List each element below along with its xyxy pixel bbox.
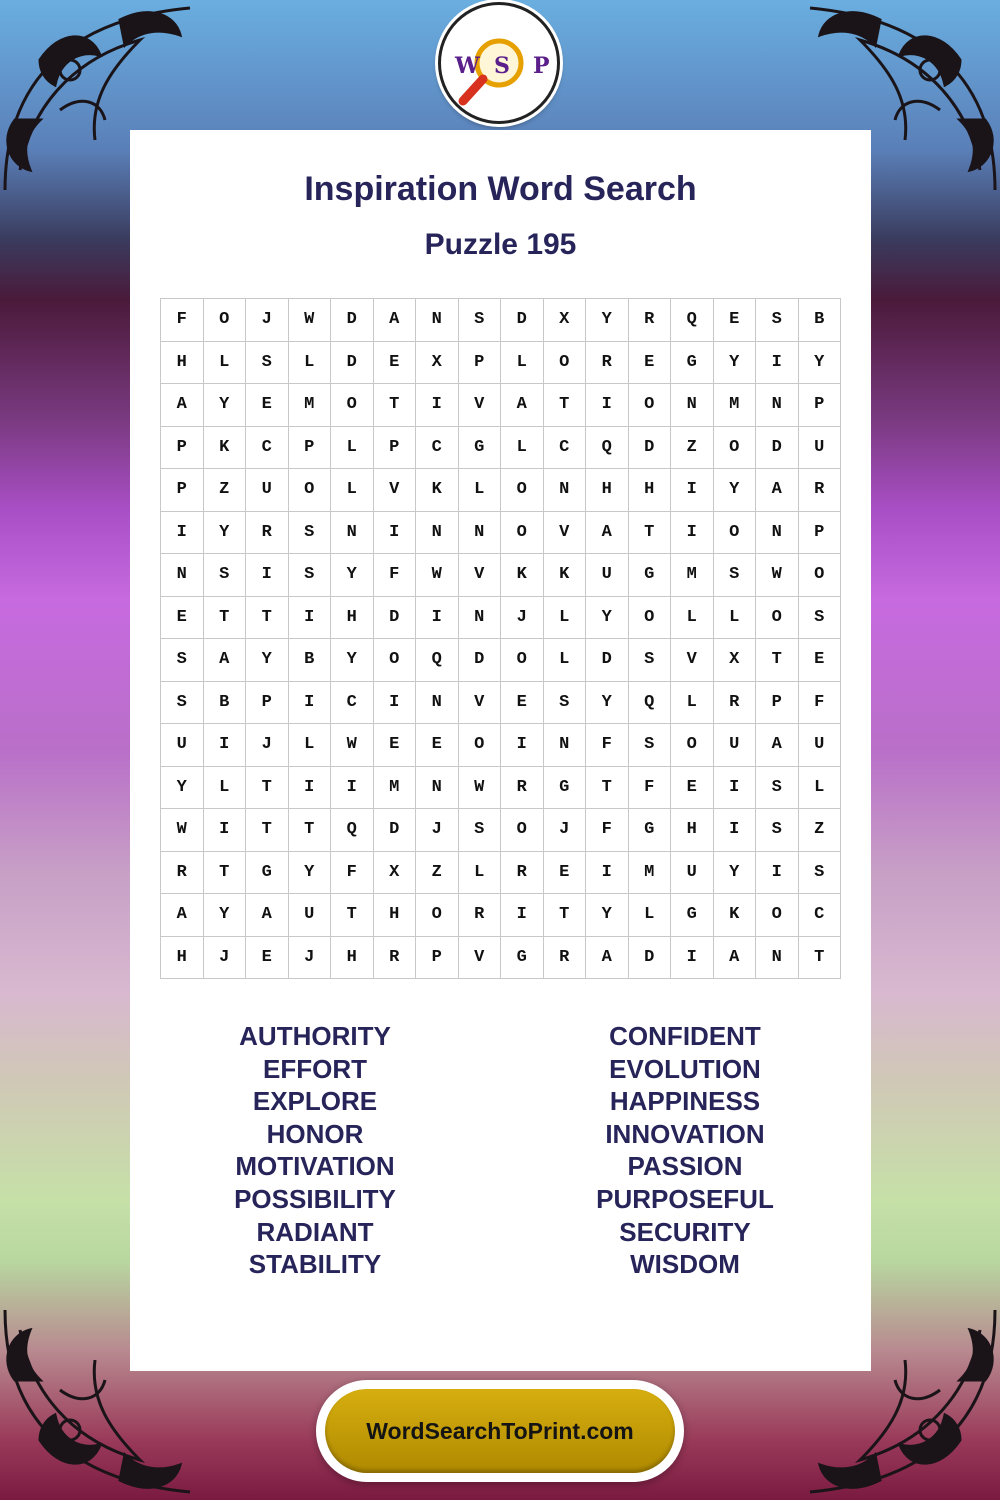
grid-cell[interactable]: D <box>331 299 374 342</box>
grid-cell[interactable]: M <box>629 852 672 895</box>
grid-cell[interactable]: G <box>671 342 714 385</box>
grid-cell[interactable]: S <box>204 554 247 597</box>
grid-cell[interactable]: Z <box>671 427 714 470</box>
grid-cell[interactable]: R <box>501 767 544 810</box>
grid-cell[interactable]: P <box>161 427 204 470</box>
grid-cell[interactable]: I <box>586 852 629 895</box>
grid-cell[interactable]: K <box>501 554 544 597</box>
grid-cell[interactable]: L <box>544 639 587 682</box>
grid-cell[interactable]: P <box>799 512 842 555</box>
grid-cell[interactable]: I <box>501 724 544 767</box>
grid-cell[interactable]: E <box>161 597 204 640</box>
grid-cell[interactable]: H <box>374 894 417 937</box>
grid-cell[interactable]: L <box>501 427 544 470</box>
grid-cell[interactable]: L <box>204 342 247 385</box>
grid-cell[interactable]: I <box>289 767 332 810</box>
grid-cell[interactable]: L <box>459 852 502 895</box>
grid-cell[interactable]: T <box>586 767 629 810</box>
grid-cell[interactable]: P <box>799 384 842 427</box>
grid-cell[interactable]: X <box>374 852 417 895</box>
grid-cell[interactable]: I <box>416 384 459 427</box>
grid-cell[interactable]: F <box>161 299 204 342</box>
grid-cell[interactable]: Q <box>629 682 672 725</box>
grid-cell[interactable]: N <box>416 299 459 342</box>
grid-cell[interactable]: Y <box>204 894 247 937</box>
site-link-label[interactable]: WordSearchToPrint.com <box>325 1389 675 1473</box>
grid-cell[interactable]: F <box>331 852 374 895</box>
grid-cell[interactable]: K <box>714 894 757 937</box>
grid-cell[interactable]: T <box>629 512 672 555</box>
grid-cell[interactable]: J <box>289 937 332 980</box>
grid-cell[interactable]: U <box>799 427 842 470</box>
grid-cell[interactable]: R <box>714 682 757 725</box>
grid-cell[interactable]: T <box>544 384 587 427</box>
word-list-item: HAPPINESS <box>609 1086 761 1117</box>
grid-cell[interactable]: R <box>459 894 502 937</box>
word-list-item: SECURITY <box>619 1216 751 1247</box>
grid-cell[interactable]: P <box>161 469 204 512</box>
word-list-left <box>130 1020 500 1281</box>
grid-cell[interactable]: F <box>586 724 629 767</box>
grid-cell[interactable]: A <box>756 724 799 767</box>
grid-cell[interactable]: R <box>161 852 204 895</box>
grid-cell[interactable]: Y <box>714 469 757 512</box>
grid-cell[interactable]: L <box>289 342 332 385</box>
word-list-item: WISDOM <box>630 1249 740 1280</box>
grid-cell[interactable]: L <box>671 597 714 640</box>
word-list-item: PASSION <box>627 1151 743 1182</box>
grid-cell[interactable]: H <box>331 937 374 980</box>
grid-cell[interactable]: Z <box>204 469 247 512</box>
grid-cell[interactable]: S <box>714 554 757 597</box>
grid-cell[interactable]: J <box>501 597 544 640</box>
grid-cell[interactable]: A <box>161 894 204 937</box>
grid-cell[interactable]: I <box>331 767 374 810</box>
grid-cell[interactable]: N <box>459 512 502 555</box>
grid-cell[interactable]: N <box>544 724 587 767</box>
grid-cell[interactable]: U <box>161 724 204 767</box>
grid-cell[interactable]: K <box>204 427 247 470</box>
grid-cell[interactable]: O <box>714 427 757 470</box>
grid-cell[interactable]: C <box>246 427 289 470</box>
grid-cell[interactable]: L <box>289 724 332 767</box>
grid-cell[interactable]: H <box>629 469 672 512</box>
grid-cell[interactable]: H <box>586 469 629 512</box>
grid-cell[interactable]: B <box>204 682 247 725</box>
grid-cell[interactable]: V <box>459 554 502 597</box>
grid-cell[interactable]: M <box>289 384 332 427</box>
grid-cell[interactable]: E <box>629 342 672 385</box>
grid-cell[interactable]: V <box>671 639 714 682</box>
grid-cell[interactable]: N <box>756 937 799 980</box>
grid-cell[interactable]: Y <box>289 852 332 895</box>
grid-cell[interactable]: V <box>459 682 502 725</box>
grid-cell[interactable]: A <box>374 299 417 342</box>
page-title: Inspiration Word Search <box>304 170 697 208</box>
grid-cell[interactable]: I <box>756 852 799 895</box>
grid-cell[interactable]: S <box>459 809 502 852</box>
grid-cell[interactable]: F <box>586 809 629 852</box>
grid-cell[interactable]: F <box>374 554 417 597</box>
grid-cell[interactable]: H <box>671 809 714 852</box>
grid-cell[interactable]: J <box>246 724 289 767</box>
grid-cell[interactable]: L <box>331 427 374 470</box>
letter-grid <box>160 298 841 979</box>
grid-cell[interactable]: W <box>161 809 204 852</box>
grid-cell[interactable]: S <box>246 342 289 385</box>
grid-cell[interactable]: T <box>204 852 247 895</box>
grid-cell[interactable]: O <box>501 639 544 682</box>
grid-cell[interactable]: L <box>459 469 502 512</box>
grid-cell[interactable]: E <box>416 724 459 767</box>
grid-cell[interactable]: Y <box>331 639 374 682</box>
grid-cell[interactable]: I <box>671 937 714 980</box>
word-list-item: EFFORT <box>263 1053 367 1084</box>
grid-cell[interactable]: O <box>204 299 247 342</box>
grid-cell[interactable]: B <box>289 639 332 682</box>
grid-cell[interactable]: D <box>501 299 544 342</box>
grid-cell[interactable]: R <box>501 852 544 895</box>
grid-cell[interactable]: L <box>204 767 247 810</box>
grid-cell[interactable]: O <box>629 597 672 640</box>
grid-cell[interactable]: W <box>756 554 799 597</box>
grid-cell[interactable]: A <box>586 937 629 980</box>
grid-cell[interactable]: M <box>714 384 757 427</box>
grid-cell[interactable]: N <box>416 682 459 725</box>
grid-cell[interactable]: L <box>331 469 374 512</box>
grid-cell[interactable]: T <box>544 894 587 937</box>
grid-cell[interactable]: O <box>629 384 672 427</box>
grid-cell[interactable]: E <box>544 852 587 895</box>
grid-cell[interactable]: Y <box>799 342 842 385</box>
grid-cell[interactable]: O <box>501 512 544 555</box>
grid-cell[interactable]: D <box>586 639 629 682</box>
grid-cell[interactable]: Q <box>586 427 629 470</box>
grid-cell[interactable]: T <box>246 767 289 810</box>
grid-cell[interactable]: G <box>246 852 289 895</box>
grid-cell[interactable]: S <box>756 299 799 342</box>
logo-letter-w: W <box>455 53 480 79</box>
grid-cell[interactable]: I <box>289 682 332 725</box>
logo-letter-p: P <box>533 53 550 79</box>
grid-cell[interactable]: L <box>629 894 672 937</box>
grid-cell[interactable]: O <box>714 512 757 555</box>
grid-cell[interactable]: E <box>374 342 417 385</box>
grid-cell[interactable]: G <box>544 767 587 810</box>
grid-cell[interactable]: N <box>544 469 587 512</box>
wsp-logo[interactable] <box>438 2 560 124</box>
grid-cell[interactable]: L <box>544 597 587 640</box>
grid-cell[interactable]: S <box>459 299 502 342</box>
grid-cell[interactable]: P <box>289 427 332 470</box>
grid-cell[interactable]: T <box>204 597 247 640</box>
word-list-item: CONFIDENT <box>609 1021 761 1051</box>
grid-cell[interactable]: I <box>756 342 799 385</box>
grid-cell[interactable]: R <box>586 342 629 385</box>
grid-cell[interactable]: O <box>544 342 587 385</box>
word-list-item: HONOR <box>266 1118 364 1149</box>
grid-cell[interactable]: J <box>544 809 587 852</box>
grid-cell[interactable]: T <box>756 639 799 682</box>
grid-cell[interactable]: N <box>416 512 459 555</box>
word-list-right <box>500 1020 870 1281</box>
grid-cell[interactable]: Y <box>586 597 629 640</box>
grid-cell[interactable]: A <box>501 384 544 427</box>
grid-cell[interactable]: E <box>374 724 417 767</box>
word-list-item: MOTIVATION <box>235 1151 395 1182</box>
grid-cell[interactable]: O <box>459 724 502 767</box>
grid-cell[interactable]: C <box>544 427 587 470</box>
grid-cell[interactable]: C <box>331 682 374 725</box>
grid-cell[interactable]: P <box>246 682 289 725</box>
grid-cell[interactable]: U <box>586 554 629 597</box>
grid-cell[interactable]: V <box>459 937 502 980</box>
grid-cell[interactable]: Y <box>204 384 247 427</box>
grid-cell[interactable]: S <box>756 767 799 810</box>
grid-cell[interactable]: I <box>204 809 247 852</box>
grid-cell[interactable]: X <box>416 342 459 385</box>
grid-cell[interactable]: D <box>756 427 799 470</box>
grid-cell[interactable]: G <box>629 554 672 597</box>
grid-cell[interactable]: Z <box>416 852 459 895</box>
word-list-item: POSSIBILITY <box>234 1183 396 1214</box>
grid-cell[interactable]: O <box>756 894 799 937</box>
grid-cell[interactable]: S <box>289 512 332 555</box>
grid-cell[interactable]: O <box>289 469 332 512</box>
grid-cell[interactable]: F <box>629 767 672 810</box>
grid-cell[interactable]: G <box>629 809 672 852</box>
grid-cell[interactable]: S <box>799 852 842 895</box>
grid-cell[interactable]: R <box>544 937 587 980</box>
grid-cell[interactable]: N <box>756 384 799 427</box>
grid-cell[interactable]: R <box>374 937 417 980</box>
grid-cell[interactable]: P <box>756 682 799 725</box>
grid-cell[interactable]: D <box>629 937 672 980</box>
grid-cell[interactable]: K <box>544 554 587 597</box>
grid-cell[interactable]: Y <box>161 767 204 810</box>
grid-cell[interactable]: J <box>246 299 289 342</box>
grid-cell[interactable]: U <box>671 852 714 895</box>
grid-cell[interactable]: H <box>331 597 374 640</box>
grid-cell[interactable]: L <box>799 767 842 810</box>
grid-cell[interactable]: R <box>799 469 842 512</box>
grid-cell[interactable]: A <box>586 512 629 555</box>
grid-cell[interactable]: O <box>671 724 714 767</box>
grid-cell[interactable]: U <box>714 724 757 767</box>
grid-cell[interactable]: Q <box>671 299 714 342</box>
grid-cell[interactable]: O <box>331 384 374 427</box>
grid-cell[interactable]: N <box>331 512 374 555</box>
grid-cell[interactable]: H <box>161 937 204 980</box>
grid-cell[interactable]: I <box>161 512 204 555</box>
grid-cell[interactable]: M <box>671 554 714 597</box>
grid-cell[interactable]: E <box>671 767 714 810</box>
grid-cell[interactable]: R <box>246 512 289 555</box>
grid-cell[interactable]: C <box>799 894 842 937</box>
grid-cell[interactable]: W <box>331 724 374 767</box>
grid-cell[interactable]: D <box>374 597 417 640</box>
grid-cell[interactable]: T <box>331 894 374 937</box>
logo-letter-s: S <box>494 53 510 79</box>
grid-cell[interactable]: Y <box>714 852 757 895</box>
grid-cell[interactable]: Q <box>331 809 374 852</box>
grid-cell[interactable]: Y <box>586 299 629 342</box>
grid-cell[interactable]: F <box>799 682 842 725</box>
grid-cell[interactable]: S <box>161 639 204 682</box>
grid-cell[interactable]: I <box>289 597 332 640</box>
grid-cell[interactable]: V <box>459 384 502 427</box>
grid-cell[interactable]: L <box>501 342 544 385</box>
grid-cell[interactable]: A <box>161 384 204 427</box>
grid-cell[interactable]: I <box>671 469 714 512</box>
grid-cell[interactable]: P <box>416 937 459 980</box>
grid-cell[interactable]: X <box>714 639 757 682</box>
grid-cell[interactable]: N <box>459 597 502 640</box>
grid-cell[interactable]: N <box>671 384 714 427</box>
site-link-button[interactable] <box>316 1380 684 1482</box>
grid-cell[interactable]: M <box>374 767 417 810</box>
grid-cell[interactable]: S <box>629 639 672 682</box>
grid-cell[interactable]: L <box>714 597 757 640</box>
grid-cell[interactable]: O <box>501 809 544 852</box>
grid-cell[interactable]: I <box>374 682 417 725</box>
grid-cell[interactable]: G <box>671 894 714 937</box>
grid-cell[interactable]: O <box>799 554 842 597</box>
word-list-item: EXPLORE <box>252 1086 378 1117</box>
grid-cell[interactable]: R <box>629 299 672 342</box>
grid-cell[interactable]: B <box>799 299 842 342</box>
grid-cell[interactable]: A <box>756 469 799 512</box>
word-list-item: RADIANT <box>256 1216 374 1247</box>
grid-cell[interactable]: K <box>416 469 459 512</box>
grid-cell[interactable]: Y <box>331 554 374 597</box>
grid-cell[interactable]: N <box>756 512 799 555</box>
grid-cell[interactable]: I <box>416 597 459 640</box>
grid-cell[interactable]: Q <box>416 639 459 682</box>
grid-cell[interactable]: V <box>544 512 587 555</box>
grid-cell[interactable]: I <box>374 512 417 555</box>
grid-cell[interactable]: U <box>246 469 289 512</box>
grid-cell[interactable]: D <box>459 639 502 682</box>
grid-cell[interactable]: Y <box>586 894 629 937</box>
grid-cell[interactable]: I <box>246 554 289 597</box>
grid-cell[interactable]: S <box>756 809 799 852</box>
grid-cell[interactable]: I <box>204 724 247 767</box>
grid-cell[interactable]: D <box>629 427 672 470</box>
grid-cell[interactable]: D <box>374 809 417 852</box>
grid-cell[interactable]: S <box>799 597 842 640</box>
grid-cell[interactable]: I <box>501 894 544 937</box>
grid-cell[interactable]: C <box>416 427 459 470</box>
grid-cell[interactable]: A <box>204 639 247 682</box>
grid-cell[interactable]: U <box>799 724 842 767</box>
grid-cell[interactable]: S <box>161 682 204 725</box>
grid-cell[interactable]: T <box>799 937 842 980</box>
grid-cell[interactable]: T <box>289 809 332 852</box>
grid-cell[interactable]: I <box>714 767 757 810</box>
grid-cell[interactable]: P <box>374 427 417 470</box>
grid-cell[interactable]: Z <box>799 809 842 852</box>
grid-cell[interactable]: E <box>246 384 289 427</box>
grid-cell[interactable]: A <box>714 937 757 980</box>
grid-cell[interactable]: V <box>374 469 417 512</box>
grid-cell[interactable]: S <box>289 554 332 597</box>
grid-cell[interactable]: S <box>544 682 587 725</box>
grid-cell[interactable]: G <box>501 937 544 980</box>
grid-cell[interactable]: T <box>374 384 417 427</box>
word-list-item: INNOVATION <box>605 1118 765 1149</box>
grid-cell[interactable]: Y <box>586 682 629 725</box>
grid-cell[interactable]: T <box>246 809 289 852</box>
grid-cell[interactable]: E <box>501 682 544 725</box>
grid-cell[interactable]: H <box>161 342 204 385</box>
grid-cell[interactable]: S <box>629 724 672 767</box>
grid-cell[interactable]: O <box>416 894 459 937</box>
word-list-item: STABILITY <box>248 1249 382 1280</box>
grid-cell[interactable]: I <box>586 384 629 427</box>
grid-cell[interactable]: O <box>501 469 544 512</box>
grid-cell[interactable]: J <box>416 809 459 852</box>
grid-cell[interactable]: E <box>799 639 842 682</box>
grid-cell[interactable]: P <box>459 342 502 385</box>
grid-cell[interactable]: E <box>714 299 757 342</box>
grid-cell[interactable]: A <box>246 894 289 937</box>
grid-cell[interactable]: W <box>416 554 459 597</box>
grid-cell[interactable]: I <box>671 512 714 555</box>
grid-cell[interactable]: Y <box>246 639 289 682</box>
word-list-item: AUTHORITY <box>239 1021 391 1051</box>
grid-cell[interactable]: W <box>459 767 502 810</box>
grid-cell[interactable]: I <box>714 809 757 852</box>
grid-cell[interactable]: G <box>459 427 502 470</box>
grid-cell[interactable]: O <box>374 639 417 682</box>
word-list-item: EVOLUTION <box>609 1053 761 1084</box>
puzzle-number: Puzzle 195 <box>424 228 577 261</box>
grid-cell[interactable]: U <box>289 894 332 937</box>
grid-cell[interactable]: J <box>204 937 247 980</box>
grid-cell[interactable]: Y <box>714 342 757 385</box>
grid-cell[interactable]: Y <box>204 512 247 555</box>
word-list-item: PURPOSEFUL <box>596 1183 774 1214</box>
grid-cell[interactable]: E <box>246 937 289 980</box>
grid-cell[interactable]: N <box>416 767 459 810</box>
grid-cell[interactable]: W <box>289 299 332 342</box>
grid-cell[interactable]: L <box>671 682 714 725</box>
grid-cell[interactable]: T <box>246 597 289 640</box>
grid-cell[interactable]: O <box>756 597 799 640</box>
grid-cell[interactable]: N <box>161 554 204 597</box>
grid-cell[interactable]: X <box>544 299 587 342</box>
puzzle-card <box>130 130 871 1371</box>
grid-cell[interactable]: D <box>331 342 374 385</box>
